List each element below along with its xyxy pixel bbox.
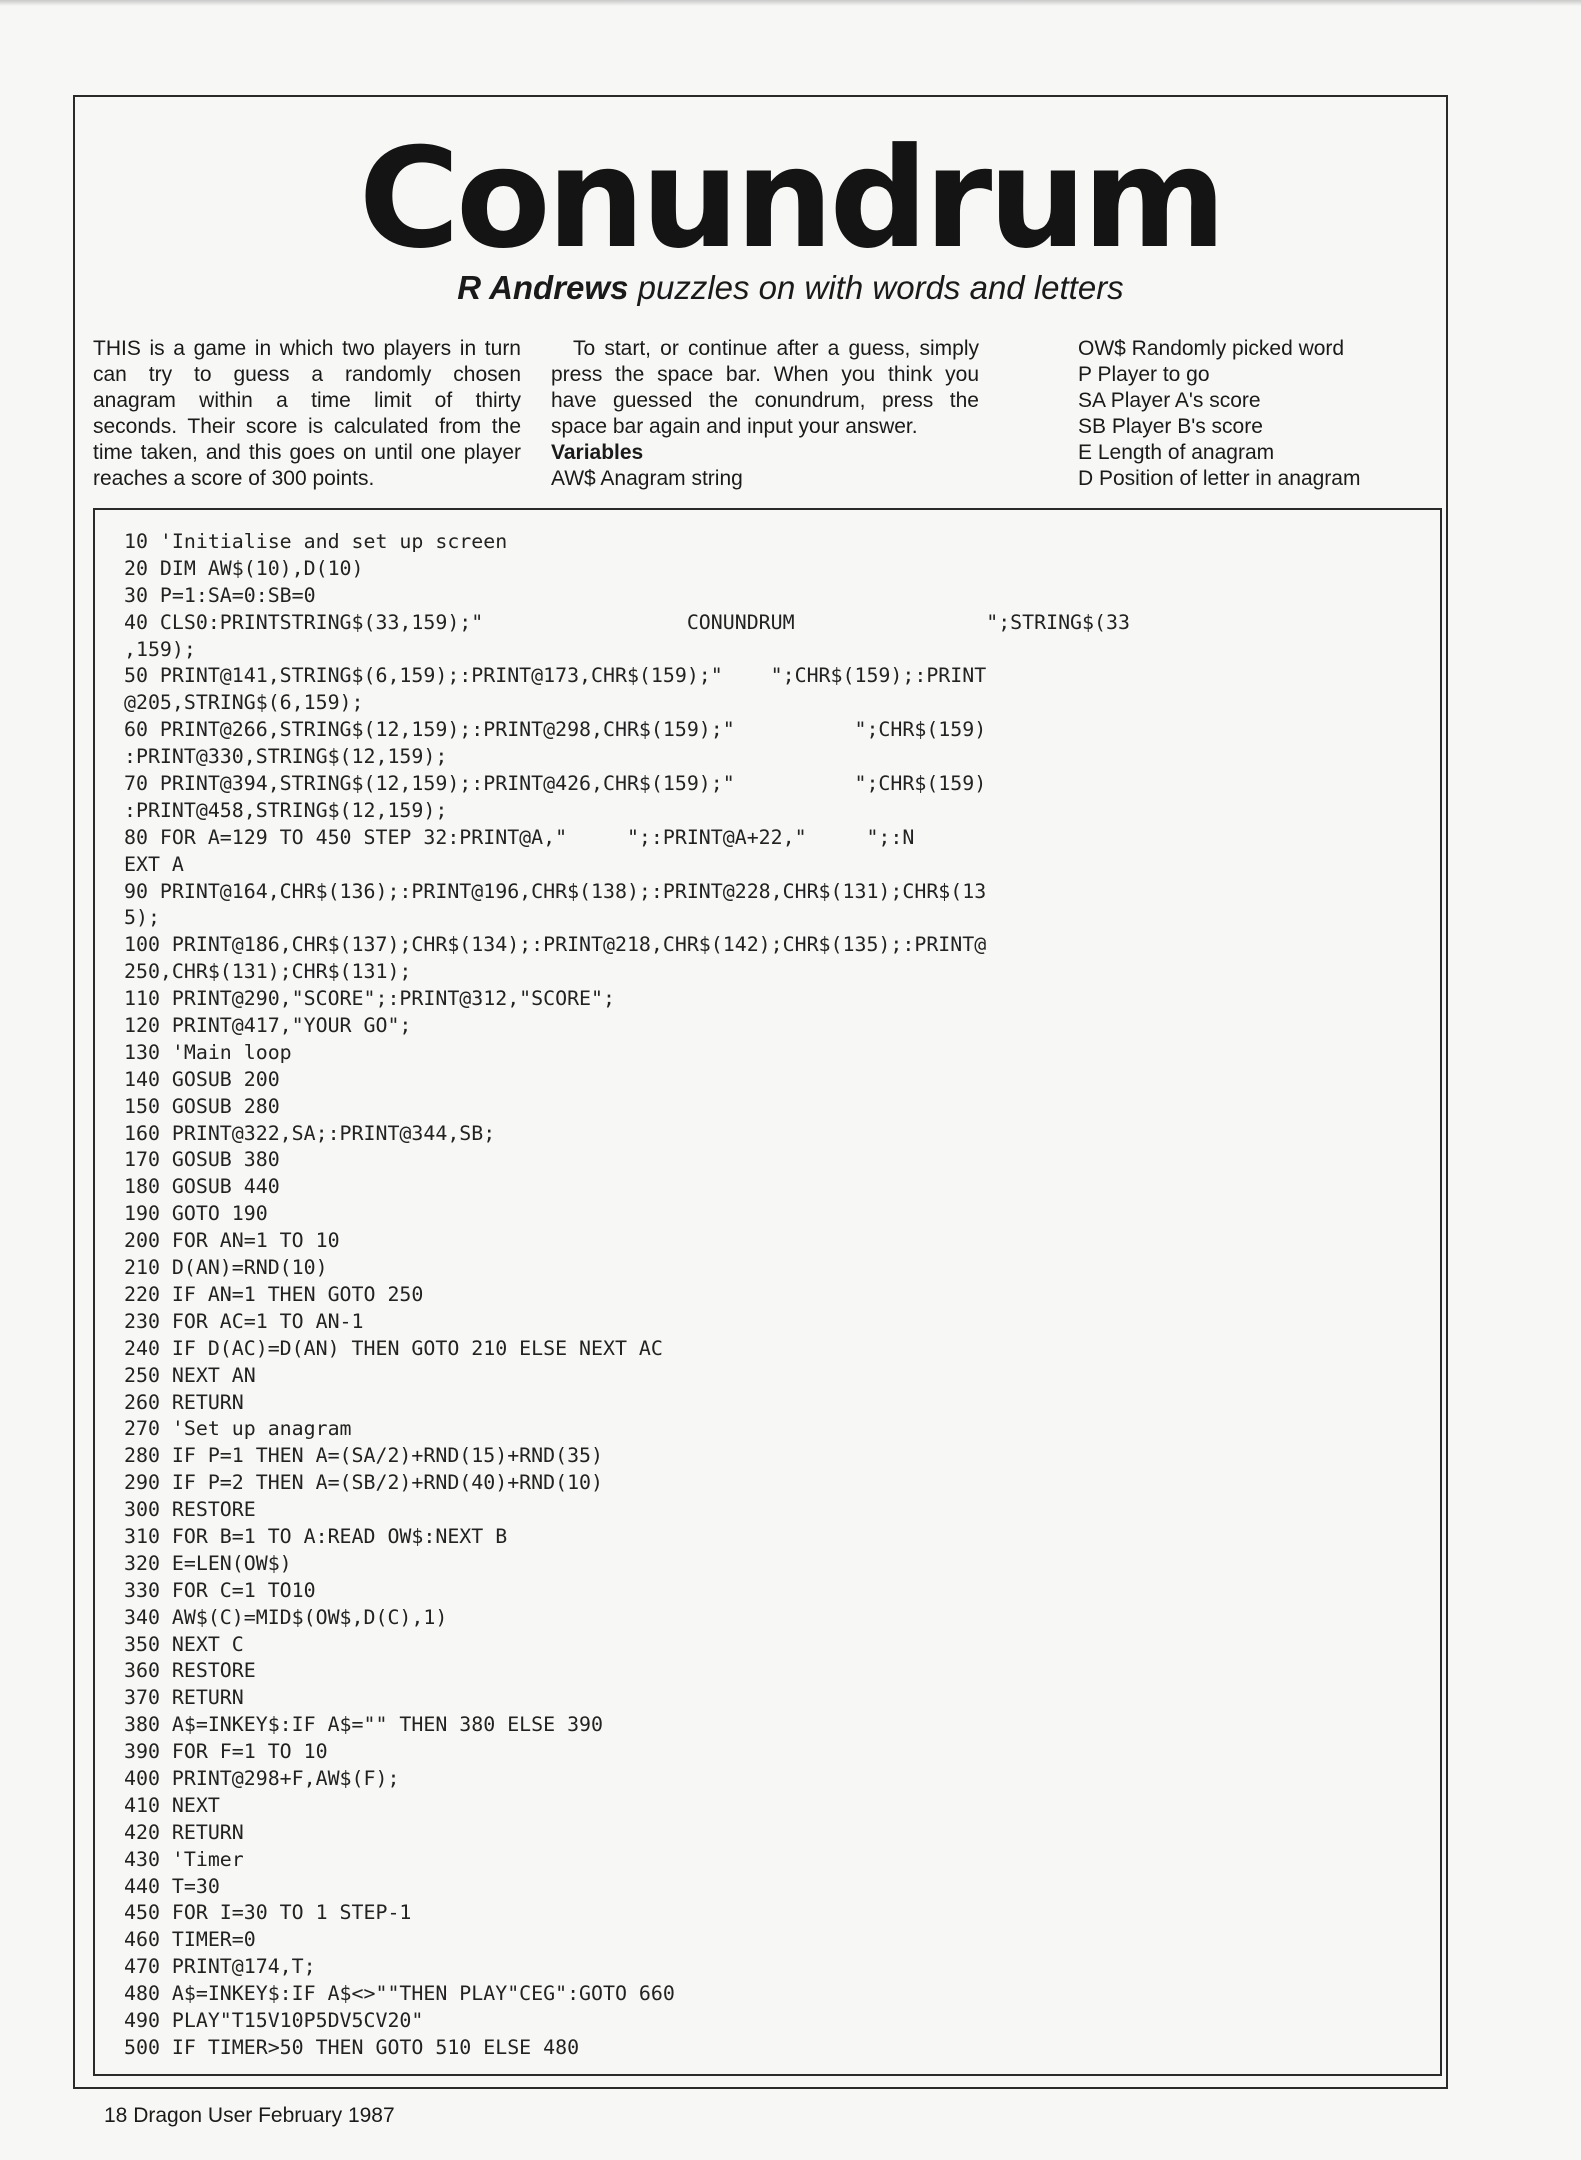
code-line: 60 PRINT@266,STRING$(12,159);:PRINT@298,CHR$(159);" ";CHR$(159) bbox=[124, 718, 987, 742]
code-line: 100 PRINT@186,CHR$(137);CHR$(134);:PRINT@218,CHR$(142);CHR$(135);:PRINT@ bbox=[124, 933, 987, 957]
code-line: 450 FOR I=30 TO 1 STEP-1 bbox=[124, 1901, 412, 1925]
code-line: 230 FOR AC=1 TO AN-1 bbox=[124, 1309, 364, 1333]
code-line: 130 'Main loop bbox=[124, 1040, 292, 1064]
code-line: 470 PRINT@174,T; bbox=[124, 1955, 316, 1979]
code-line: 370 RETURN bbox=[124, 1686, 244, 1710]
code-line: 250,CHR$(131);CHR$(131); bbox=[124, 960, 412, 984]
code-line: 70 PRINT@394,STRING$(12,159);:PRINT@426,CHR$(159);" ";CHR$(159) bbox=[124, 772, 987, 796]
instructions-line: press the space bar. When you think you bbox=[551, 363, 979, 386]
code-line: 180 GOSUB 440 bbox=[124, 1175, 280, 1199]
intro-line: anagram within a time limit of thirty bbox=[93, 389, 521, 412]
intro-column bbox=[93, 336, 521, 492]
code-line: 330 FOR C=1 TO10 bbox=[124, 1578, 316, 1602]
variable-entry: AW$ Anagram string bbox=[551, 467, 743, 490]
code-line: 320 E=LEN(OW$) bbox=[124, 1551, 292, 1575]
code-line: 80 FOR A=129 TO 450 STEP 32:PRINT@A," ";:PRINT@A+22," ";:N bbox=[124, 825, 915, 849]
code-line: :PRINT@330,STRING$(12,159); bbox=[124, 745, 448, 769]
code-line: 500 IF TIMER>50 THEN GOTO 510 ELSE 480 bbox=[124, 2035, 580, 2059]
code-line: 390 FOR F=1 TO 10 bbox=[124, 1740, 328, 1764]
code-line: 200 FOR AN=1 TO 10 bbox=[124, 1229, 340, 1253]
intro-line: time taken, and this goes on until one player bbox=[93, 441, 521, 464]
subtitle-text: puzzles on with words and letters bbox=[637, 269, 1124, 306]
instructions-line: space bar again and input your answer. bbox=[551, 415, 918, 438]
code-line: 30 P=1:SA=0:SB=0 bbox=[124, 583, 316, 607]
code-line: 380 A$=INKEY$:IF A$="" THEN 380 ELSE 390 bbox=[124, 1713, 604, 1737]
code-line: 40 CLS0:PRINTSTRING$(33,159);" CONUNDRUM ";STRING$(33 bbox=[124, 610, 1130, 634]
author-name: R Andrews bbox=[457, 269, 629, 306]
code-line: 20 DIM AW$(10),D(10) bbox=[124, 556, 364, 580]
code-line: 270 'Set up anagram bbox=[124, 1417, 352, 1441]
article-title: Conundrum bbox=[358, 118, 1223, 279]
code-line: 340 AW$(C)=MID$(OW$,D(C),1) bbox=[124, 1605, 448, 1629]
variable-entry: SA Player A's score bbox=[1078, 389, 1261, 412]
code-line: 360 RESTORE bbox=[124, 1659, 256, 1683]
code-line: EXT A bbox=[124, 852, 184, 876]
code-line: 50 PRINT@141,STRING$(6,159);:PRINT@173,CHR$(159);" ";CHR$(159);:PRINT bbox=[124, 664, 987, 688]
code-line: 350 NEXT C bbox=[124, 1632, 244, 1656]
variable-entry: OW$ Randomly picked word bbox=[1078, 337, 1345, 360]
code-line: 310 FOR B=1 TO A:READ OW$:NEXT B bbox=[124, 1524, 508, 1548]
code-line: 240 IF D(AC)=D(AN) THEN GOTO 210 ELSE NEXT AC bbox=[124, 1336, 663, 1360]
code-line: 210 D(AN)=RND(10) bbox=[124, 1256, 328, 1280]
code-line: 290 IF P=2 THEN A=(SB/2)+RND(40)+RND(10) bbox=[124, 1471, 604, 1495]
code-line: 410 NEXT bbox=[124, 1793, 220, 1817]
intro-line: THIS is a game in which two players in turn bbox=[93, 337, 521, 360]
code-line: 140 GOSUB 200 bbox=[124, 1067, 280, 1091]
page-footer: 18 Dragon User February 1987 bbox=[104, 2104, 395, 2127]
instructions-column bbox=[551, 336, 979, 492]
code-listing bbox=[124, 529, 1130, 2062]
code-line: 5); bbox=[124, 906, 160, 930]
code-line: 260 RETURN bbox=[124, 1390, 244, 1414]
page-top-edge bbox=[0, 0, 1581, 6]
code-line: :PRINT@458,STRING$(12,159); bbox=[124, 798, 448, 822]
article-subtitle bbox=[0, 271, 1581, 304]
intro-line: can try to guess a randomly chosen bbox=[93, 363, 521, 386]
code-line: 480 A$=INKEY$:IF A$<>""THEN PLAY"CEG":GOTO 660 bbox=[124, 1982, 675, 2006]
intro-line: reaches a score of 300 points. bbox=[93, 467, 375, 490]
variables-heading: Variables bbox=[551, 441, 644, 464]
code-line: 120 PRINT@417,"YOUR GO"; bbox=[124, 1014, 412, 1038]
code-line: 150 GOSUB 280 bbox=[124, 1094, 280, 1118]
instructions-line: have guessed the conundrum, press the bbox=[551, 389, 979, 412]
code-line: 170 GOSUB 380 bbox=[124, 1148, 280, 1172]
code-line: 460 TIMER=0 bbox=[124, 1928, 256, 1952]
variable-entry: SB Player B's score bbox=[1078, 415, 1263, 438]
intro-line: seconds. Their score is calculated from the bbox=[93, 415, 521, 438]
code-line: 90 PRINT@164,CHR$(136);:PRINT@196,CHR$(138);:PRINT@228,CHR$(131);CHR$(13 bbox=[124, 879, 987, 903]
code-line: 280 IF P=1 THEN A=(SA/2)+RND(15)+RND(35) bbox=[124, 1444, 604, 1468]
code-line: 300 RESTORE bbox=[124, 1498, 256, 1522]
code-line: @205,STRING$(6,159); bbox=[124, 691, 364, 715]
code-line: 490 PLAY"T15V10P5DV5CV20" bbox=[124, 2008, 424, 2032]
code-line: 190 GOTO 190 bbox=[124, 1202, 268, 1226]
variable-entry: D Position of letter in anagram bbox=[1078, 467, 1361, 490]
code-line: 250 NEXT AN bbox=[124, 1363, 256, 1387]
instructions-line: To start, or continue after a guess, simply bbox=[573, 337, 979, 360]
code-line: 110 PRINT@290,"SCORE";:PRINT@312,"SCORE"; bbox=[124, 987, 615, 1011]
variable-entry: E Length of anagram bbox=[1078, 441, 1275, 464]
code-line: 400 PRINT@298+F,AW$(F); bbox=[124, 1766, 400, 1790]
code-line: 160 PRINT@322,SA;:PRINT@344,SB; bbox=[124, 1121, 496, 1145]
code-line: 430 'Timer bbox=[124, 1847, 244, 1871]
variable-entry: P Player to go bbox=[1078, 363, 1210, 386]
code-line: ,159); bbox=[124, 637, 196, 661]
code-line: 420 RETURN bbox=[124, 1820, 244, 1844]
code-line: 220 IF AN=1 THEN GOTO 250 bbox=[124, 1282, 424, 1306]
code-line: 440 T=30 bbox=[124, 1874, 220, 1898]
variables-column bbox=[1078, 336, 1438, 492]
code-line: 10 'Initialise and set up screen bbox=[124, 530, 508, 553]
